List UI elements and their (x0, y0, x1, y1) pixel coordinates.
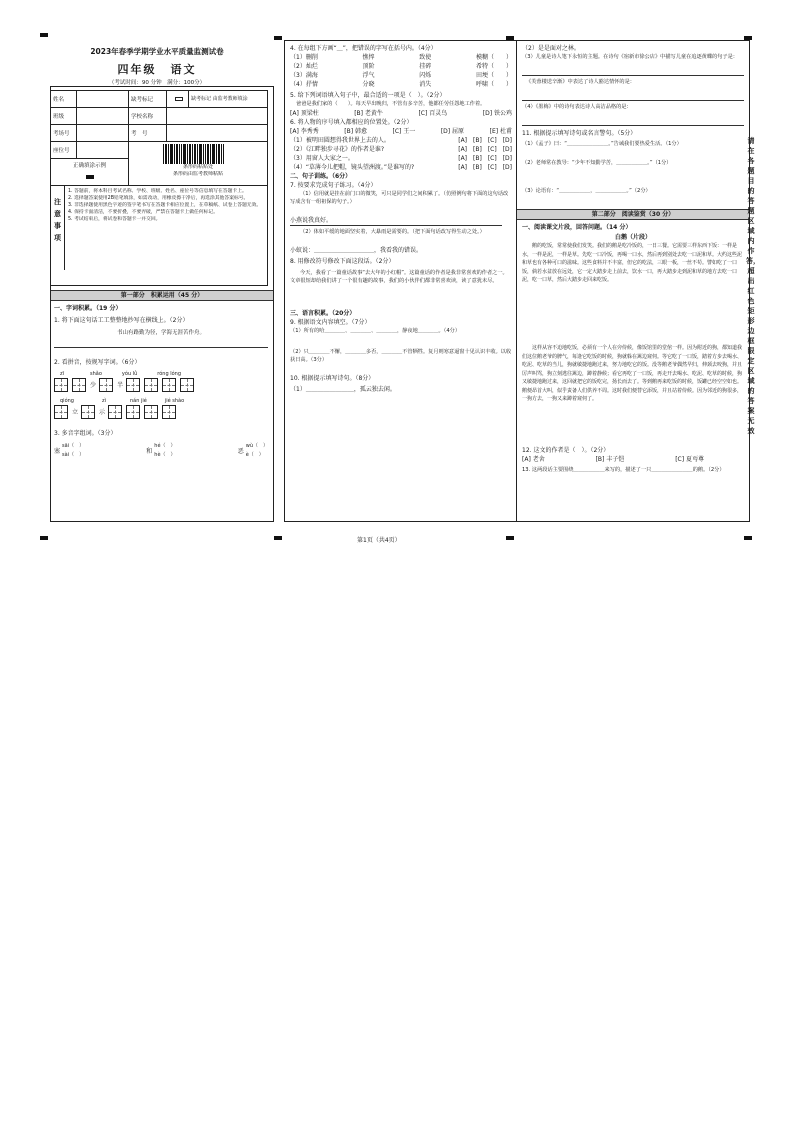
question-3: 3. 多音字组词。（3分） (54, 430, 117, 437)
write-box[interactable] (126, 405, 140, 419)
question-13[interactable]: 13. 这两段话主要围绕＿＿＿＿＿＿来写的，描述了一只＿＿＿＿＿＿＿＿的鹅。（2分） (522, 467, 725, 473)
section1-heading: 一、字词积累。（19 分） (54, 305, 122, 312)
subject-label: 语文 (170, 63, 197, 76)
question-5: 5. 给下列词语填入句子中，最合适的一项是（ ）。（2分） (290, 92, 446, 99)
notice-item: 5. 考试结束后，将试卷和答题卡一并交回。 (68, 217, 161, 222)
question-8: 8. 用修改符号修改下面这段话。（2分） (290, 257, 395, 265)
page-footer: 第1页（共4页） (357, 537, 401, 544)
fill-example-mark (86, 175, 94, 179)
given-char: 少 (90, 381, 97, 389)
pinyin-label: jié shào (164, 398, 185, 404)
q10-part2[interactable]: （2）是是面对之林。 (522, 45, 580, 52)
write-box[interactable] (180, 378, 194, 392)
pinyin-label: nán jié (129, 398, 147, 404)
exam-title: 2023年春季学期学业水平质量监测试卷 (90, 47, 224, 56)
q10-part4[interactable]: 《芙蓉楼送辛渐》中表达了诗人豁达情怀的是： (526, 79, 635, 85)
notice-item: 3. 非选择题使用黑色字迹的签字笔书写在答题卡相应位置上，在草稿纸、试卷上答题无效。 (68, 203, 262, 208)
barcode-graphic (163, 144, 233, 164)
section2-heading: 二、句子训练。（6分） (290, 172, 352, 180)
name-field[interactable] (77, 91, 129, 107)
write-box[interactable] (54, 378, 68, 392)
q12-options[interactable]: [A] 老舍 [B] 丰子恺 [C] 夏丏尊 (522, 456, 704, 463)
corner-mark (274, 36, 282, 40)
write-box[interactable] (72, 378, 86, 392)
question-7: 7. 按要求完成句子练习。（4分） (290, 181, 377, 189)
copy-sentence: 书山有路勤为径，学海无涯苦作舟。 (116, 330, 205, 336)
polyphone-group: 恶 wù（ ） è（ ） (237, 443, 268, 458)
question-2: 2. 看拼音，按规写字词。（6分） (54, 359, 141, 366)
exam-room-label: 考场号 (51, 125, 77, 141)
pinyin-label: yóu lǜ (121, 371, 138, 377)
question-11: 11. 根据提示填写诗句或名言警句。（5分） (522, 130, 637, 137)
answer-column-1 (40, 40, 274, 522)
corner-mark (744, 536, 752, 540)
seat-field[interactable] (77, 142, 128, 158)
answer-column-3 (516, 40, 750, 522)
question-4: 4. 在每组下方画“＿”，把错误的字写在括号内。（4分） (290, 45, 437, 52)
answer-line[interactable] (522, 120, 744, 126)
school-field[interactable] (167, 108, 267, 124)
question-6: 6. 将人物的序号填入都相应的位置处。（2分） (290, 118, 413, 126)
write-box[interactable] (108, 405, 122, 419)
pinyin-label: shǎo (90, 371, 102, 377)
given-char: 半 (117, 381, 124, 389)
write-box[interactable] (144, 378, 158, 392)
class-label: 班级 (51, 108, 77, 124)
pinyin-label: qióng (60, 398, 74, 404)
polyphone-group: 塞 sāi（ ） sài（ ） (54, 443, 85, 458)
class-field[interactable] (77, 108, 129, 124)
absent-label: 缺考标记 (129, 91, 167, 107)
section3-heading: 三、语言积累。（20分） (290, 309, 356, 317)
q4-row: （1）删削 憔悴 致使 模糊（ ） (290, 54, 512, 61)
passage-title: 白鹅（片段） (614, 234, 651, 241)
q4-row: （4）抒情 分晓 消失 呼啸（ ） (290, 81, 512, 88)
pinyin-label: zì (101, 398, 106, 404)
q6-row[interactable]: （4）“草薄今儿把帽，镜头望洲渡。”是谁写的? [A] [B] [C] [D] (290, 163, 512, 171)
q9-part1[interactable]: （1）所有的哈＿＿＿＿、＿＿＿＿、＿＿＿＿，静夜地＿＿＿＿。（4分） (290, 327, 461, 334)
q11-part2[interactable]: （2）老师常在教导：“少年不知勤学苦，＿＿＿＿＿＿。”（1分） (522, 160, 672, 166)
pinyin-label: zī (60, 371, 65, 377)
side-note: 请在各题目的答题区域内作答，超出红色矩形边框限定区域的答案无效 (746, 137, 760, 435)
q5-options[interactable]: [A] 顶梁柱 [B] 老黄牛 [C] 百灵鸟 [D] 铁公鸡 (290, 109, 512, 117)
question-12: 12. 这文的作者是（ ）。（2分） (522, 447, 610, 454)
fill-example-label: 正确填涂示例 (72, 163, 106, 169)
answer-line[interactable] (522, 70, 744, 76)
q5-sentence: 爸爸是我们家的（ ）。每天早出晚归，不管有多辛苦，他都任劳任怨地工作着。 (296, 101, 486, 107)
notice-label: 注意事项 (51, 186, 65, 270)
barcode-note: 条形码由监考教师粘贴 (172, 171, 223, 177)
corner-mark (274, 536, 282, 540)
q10-part5[interactable]: （4）《墨梅》中的诗句表达诗人高洁品格的是： (522, 104, 632, 110)
q6-options: [A] 李秀秀 [B] 韩愈 [C] 王一 [D] 屈原 [E] 杜甫 (290, 127, 512, 135)
notice-item: 4. 保持卡面清洁，不要折叠，不要弄破，严禁在答题卡上做任何标记。 (68, 210, 219, 215)
school-label: 学校名称 (129, 108, 167, 124)
timing-mark (40, 33, 48, 37)
question-10: 10. 根据提示填写诗句。（8分） (290, 374, 375, 382)
write-box[interactable] (144, 405, 158, 419)
given-char: 示 (99, 408, 106, 416)
student-info-table (50, 90, 268, 286)
write-box[interactable] (54, 405, 68, 419)
grade-label: 四年级 (117, 63, 157, 76)
q6-row[interactable]: （1）被明田圆想得我世界上去的人。 [A] [B] [C] [D] (290, 136, 512, 144)
pinyin-label: róng lóng (157, 371, 181, 377)
write-box[interactable] (126, 378, 140, 392)
q8-passage[interactable]: 今天，我看了一篇童话故事“去大年的小红帽”。这篇童话的作者是我非常喜欢的作者之一。文章很短却给我们讲了一个很有趣的故事，我们的小伙伴们都非常喜欢读，读了意犹未尽。 (290, 269, 508, 284)
q7-part2-answer[interactable]: 小蚁说：＿＿＿＿＿＿＿＿＿＿，我看我的错误。 (290, 246, 423, 254)
corner-mark (506, 536, 514, 540)
passage-paragraph: 这样从容不迫地吃饭，必须有一个人在旁侍候，像饭馆里的堂倌一样。因为附近的狗，都知道我们这位鹅老爷的脾气，每逢它吃饭的时候，狗就躲在篱边窥伺。等它吃了一口饭，踏着方步去喝水、吃泥、吃草的当儿，狗就敏捷地跑过来，努力地吃它的饭。没等鹅老爷偶然早归，伸颈去咬狗，并且厉声叫骂，狗立刻逃往篱边，蹲着静候；看它再吃了一口饭，再走开去喝水、吃泥、吃草的时候，狗又敏捷地跑过来，这回就把它的饭吃完，扬长而去了。等到鹅再来吃饭的时候，饭罐已经空空如也。鹅便昂首大叫，似乎责备人们供养不周。这时我们便替它添饭，并且站着侍候。因为邻近的狗很多，一狗方去，一狗又来蹲着窥伺了。 (522, 345, 743, 402)
q7-part2: （2）体如平缓的地面坚实着，大暴雨是需要的。（把下面句话改写得生动之处。） (300, 228, 485, 235)
q4-row: （3）满海 浮气 闪烁 田埂（ ） (290, 72, 512, 79)
q7-part1: （1）信用就是挂在前门口的微笑，可只是同学们之间积累了。（仿照例句将下面的这句话改写成含有一组祖保的句子。） (290, 190, 509, 205)
question-1: 1. 将下面这句话工工整整地抄写在横线上。（2分） (54, 317, 189, 324)
question-9: 9. 根据语文内容填空。（7分） (290, 318, 371, 326)
write-box[interactable] (162, 378, 176, 392)
q6-row[interactable]: （3）用窗人大家之一。 [A] [B] [C] [D] (290, 154, 512, 162)
corner-mark (40, 536, 48, 540)
q10-part1[interactable]: （1）＿＿＿＿＿＿＿＿，孤云独去闲。 (290, 385, 396, 393)
exam-room-field[interactable] (77, 125, 129, 141)
section4-heading: 一、阅读课文片段，回答问题。（14 分） (522, 224, 632, 231)
q4-row: （2）灿烂 顶阶 挂碎 希特（ ） (290, 63, 512, 70)
q11-part1[interactable]: （1）《孟子》曰：“＿＿＿＿＿＿＿＿。”告诫我们要热爱生活。（1分） (522, 141, 682, 147)
barcode-area (129, 142, 267, 185)
name-label: 姓名 (51, 91, 77, 107)
polyphone-group: 和 hé（ ） hè（ ） (146, 443, 176, 458)
exam-number-field[interactable] (167, 125, 267, 141)
q6-row[interactable]: （2）《江畔独步寻花》的作者是谁? [A] [B] [C] [D] (290, 145, 512, 153)
q7-part1-answer[interactable]: 小燕说我真好。 (290, 216, 502, 226)
write-box[interactable] (81, 405, 95, 419)
answer-line[interactable] (522, 95, 744, 101)
part2-header: 第二部分 阅读鉴赏（30 分） (517, 209, 749, 220)
given-char: 立 (72, 408, 79, 416)
passage-paragraph: 鹅的吃饭，常常使我们发笑。我们的鹅是吃冷饭的，一日三餐。它需要三样东西下饭：一样是水，一样是泥，一样是草。先吃一口冷饭，再喝一口水，然后再到别处去吃一口泥和草。大约这些泥和草也有各种可口的滋味。这些食料并不丰富，但它的吃法，三眼一板，一丝不苟。譬如吃了一口饭，倘若水盆放在远处，它一定大踏步走上前去，饮水一口，再大踏步走到泥和草的地方去吃一口泥，吃一口草，然后大踏步走回来吃饭。 (522, 243, 743, 283)
absent-note: 缺考标记 由监考教师填涂 (191, 96, 248, 102)
exam-number-label: 考 号 (129, 125, 167, 141)
barcode-label: 条形码粘贴处 (182, 164, 213, 170)
absent-checkbox[interactable] (167, 91, 189, 107)
q10-part3[interactable]: （3）儿童是诗人笔下永恒的主题。在诗句《宿新市徐公店》中描写儿童在追逐黄蝶的句子是： (522, 54, 738, 60)
q9-part2[interactable]: （2）只＿＿＿＿不懈，＿＿＿＿多否，＿＿＿＿不管牺牲。复月则寒意逼窗十见认识丰收。以收获日高。（3分） (290, 348, 512, 363)
q11-part3[interactable]: （3）论语有：“＿＿＿＿＿＿，＿＿＿＿＿＿。”（2分） (522, 188, 651, 194)
notice-item: 1. 答题前，将本科目考试名称、学校、班级、姓名、座位号等信息填写在答题卡上。 (68, 189, 247, 194)
write-box[interactable] (99, 378, 113, 392)
write-box[interactable] (162, 405, 176, 419)
notice-item: 2. 选择题答案使用2B铅笔填涂，如需改动，用橡皮擦干净后，再选涂其他答案标号。 (68, 196, 249, 201)
part1-header: 第一部分 积累运用（45 分） (50, 290, 274, 301)
exam-meta: （考试时间：90 分钟 满分：100分） (108, 80, 206, 86)
seat-label: 座位号 (51, 142, 77, 158)
answer-column-2 (284, 40, 518, 522)
